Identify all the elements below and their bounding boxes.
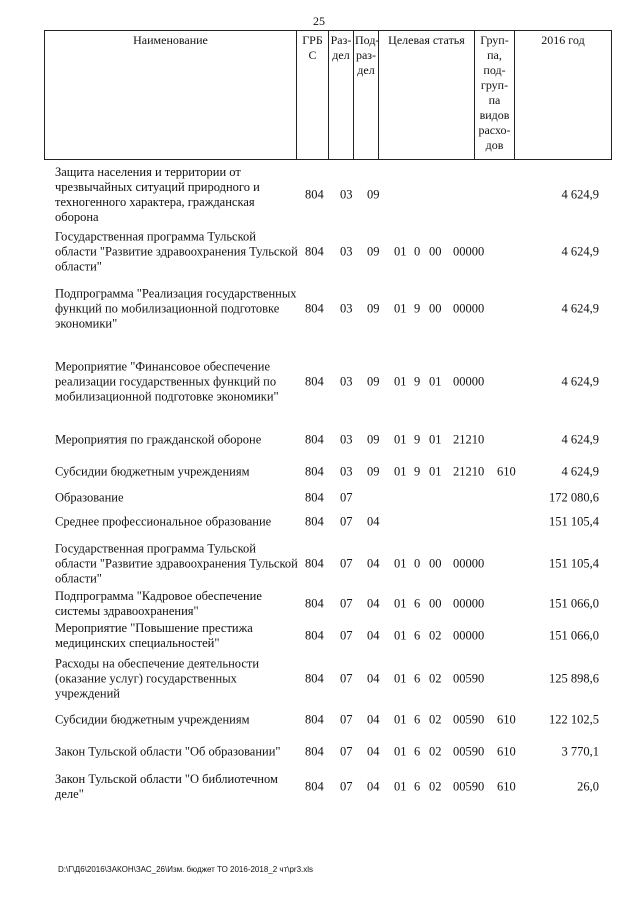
row-podrazdel: 09 [367,244,380,259]
row-target-subprogram: 6 [414,671,421,686]
row-expense-type: 610 [497,744,516,759]
row-podrazdel: 09 [367,187,380,202]
row-podrazdel: 09 [367,301,380,316]
row-razdel: 07 [340,596,353,611]
row-grbs: 804 [305,374,324,389]
row-grbs: 804 [305,464,324,479]
row-razdel: 07 [340,556,353,571]
row-grbs: 804 [305,244,324,259]
row-podrazdel: 09 [367,374,380,389]
header-year: 2016 год [515,31,612,160]
row-razdel: 03 [340,244,353,259]
row-grbs: 804 [305,628,324,643]
row-name: Мероприятия по гражданской обороне [55,432,262,447]
row-name: Мероприятие "Финансовое обеспечение реализации государственных функций по мобилизационной подготовке экономики" [55,359,279,404]
row-razdel: 07 [340,514,353,529]
row-name: Закон Тульской области "Об образовании" [55,744,281,759]
row-podrazdel: 04 [367,628,380,643]
header-razdel: Раз- дел [329,31,354,160]
row-grbs: 804 [305,514,324,529]
row-target-direction: 00000 [453,374,485,389]
row-amount: 4 624,9 [561,464,599,479]
row-target-direction: 00590 [453,671,485,686]
row-podrazdel: 04 [367,779,380,794]
row-target-subprogram: 6 [414,712,421,727]
row-target-event: 01 [429,464,442,479]
row-grbs: 804 [305,490,324,505]
row-amount: 4 624,9 [561,187,599,202]
row-target-event: 02 [429,671,442,686]
header-podrazdel: Под- раз- дел [354,31,379,160]
row-target-direction: 00000 [453,628,485,643]
row-razdel: 07 [340,744,353,759]
row-podrazdel: 04 [367,556,380,571]
row-target-subprogram: 6 [414,779,421,794]
row-amount: 4 624,9 [561,301,599,316]
header-name: Наименование [45,31,297,160]
row-podrazdel: 09 [367,432,380,447]
row-name: Подпрограмма "Реализация государственных функций по мобилизационной подготовке экономики" [55,286,297,331]
row-amount: 172 080,6 [549,490,599,505]
row-name: Государственная программа Тульской области "Развитие здравоохранения Тульской области" [55,229,298,274]
row-razdel: 03 [340,432,353,447]
row-target-event: 02 [429,628,442,643]
row-name: Образование [55,490,124,505]
row-razdel: 03 [340,464,353,479]
row-grbs: 804 [305,712,324,727]
row-target-subprogram: 9 [414,464,421,479]
row-amount: 151 105,4 [549,514,599,529]
row-name: Мероприятие "Повышение престижа медицинских специальностей" [55,621,253,650]
row-target-subprogram: 6 [414,628,421,643]
row-target-event: 00 [429,556,442,571]
row-amount: 125 898,6 [549,671,599,686]
row-target-direction: 00590 [453,744,485,759]
row-amount: 26,0 [577,779,599,794]
row-target-event: 00 [429,244,442,259]
row-expense-type: 610 [497,464,516,479]
row-razdel: 07 [340,628,353,643]
row-target-direction: 00590 [453,779,485,794]
row-podrazdel: 04 [367,514,380,529]
row-razdel: 07 [340,490,353,505]
row-target-direction: 21210 [453,464,485,479]
row-target-direction: 00000 [453,244,485,259]
row-target-direction: 00000 [453,596,485,611]
row-grbs: 804 [305,744,324,759]
row-target-direction: 21210 [453,432,485,447]
row-expense-type: 610 [497,779,516,794]
row-target-direction: 00000 [453,556,485,571]
row-razdel: 07 [340,671,353,686]
header-target-article: Целевая статья [379,31,475,160]
row-target-program: 01 [394,671,407,686]
row-grbs: 804 [305,671,324,686]
row-grbs: 804 [305,187,324,202]
row-target-program: 01 [394,596,407,611]
file-path-footer: D:\Г\Д6\2016\ЗАКОН\ЗАС_26\Изм. бюджет ТО 2016-2018_2 чт\pr3.xls [58,865,314,874]
row-target-program: 01 [394,301,407,316]
row-razdel: 03 [340,301,353,316]
row-grbs: 804 [305,432,324,447]
row-target-event: 02 [429,744,442,759]
row-target-program: 01 [394,464,407,479]
row-amount: 4 624,9 [561,374,599,389]
row-razdel: 07 [340,712,353,727]
row-amount: 151 066,0 [549,596,599,611]
row-target-event: 01 [429,432,442,447]
row-target-subprogram: 6 [414,744,421,759]
row-amount: 4 624,9 [561,244,599,259]
row-amount: 4 624,9 [561,432,599,447]
header-expense-type: Груп- па, под- груп- па видов расхо- дов [475,31,515,160]
row-name: Подпрограмма "Кадровое обеспечение системы здравоохранения" [55,589,262,618]
row-grbs: 804 [305,556,324,571]
row-target-program: 01 [394,432,407,447]
row-target-program: 01 [394,374,407,389]
page-number: 25 [313,14,325,28]
row-target-program: 01 [394,628,407,643]
row-target-event: 01 [429,374,442,389]
row-razdel: 03 [340,187,353,202]
row-name: Среднее профессиональное образование [55,514,272,529]
row-target-subprogram: 6 [414,596,421,611]
row-amount: 151 105,4 [549,556,599,571]
header-grbs: ГРБ С [297,31,329,160]
row-razdel: 07 [340,779,353,794]
row-podrazdel: 09 [367,464,380,479]
row-name: Субсидии бюджетным учреждениям [55,712,250,727]
row-target-event: 00 [429,301,442,316]
row-expense-type: 610 [497,712,516,727]
row-grbs: 804 [305,301,324,316]
row-grbs: 804 [305,779,324,794]
row-name: Защита населения и территории от чрезвычайных ситуаций природного и техногенного характера, гражданская оборона [55,165,260,224]
row-podrazdel: 04 [367,744,380,759]
row-target-subprogram: 9 [414,374,421,389]
row-target-subprogram: 0 [414,556,421,571]
row-razdel: 03 [340,374,353,389]
row-podrazdel: 04 [367,596,380,611]
row-amount: 151 066,0 [549,628,599,643]
row-target-program: 01 [394,556,407,571]
row-grbs: 804 [305,596,324,611]
row-target-subprogram: 0 [414,244,421,259]
row-podrazdel: 04 [367,671,380,686]
row-target-program: 01 [394,244,407,259]
row-amount: 3 770,1 [561,744,599,759]
row-name: Субсидии бюджетным учреждениям [55,464,250,479]
row-podrazdel: 04 [367,712,380,727]
row-target-program: 01 [394,712,407,727]
row-target-direction: 00590 [453,712,485,727]
row-target-event: 00 [429,596,442,611]
row-target-program: 01 [394,744,407,759]
row-name: Закон Тульской области "О библиотечном деле" [55,772,278,801]
row-target-event: 02 [429,712,442,727]
row-amount: 122 102,5 [549,712,599,727]
row-name: Государственная программа Тульской области "Развитие здравоохранения Тульской области" [55,541,298,586]
row-target-subprogram: 9 [414,301,421,316]
row-name: Расходы на обеспечение деятельности (оказание услуг) государственных учреждений [55,656,260,701]
row-target-event: 02 [429,779,442,794]
row-target-direction: 00000 [453,301,485,316]
row-target-subprogram: 9 [414,432,421,447]
row-target-program: 01 [394,779,407,794]
